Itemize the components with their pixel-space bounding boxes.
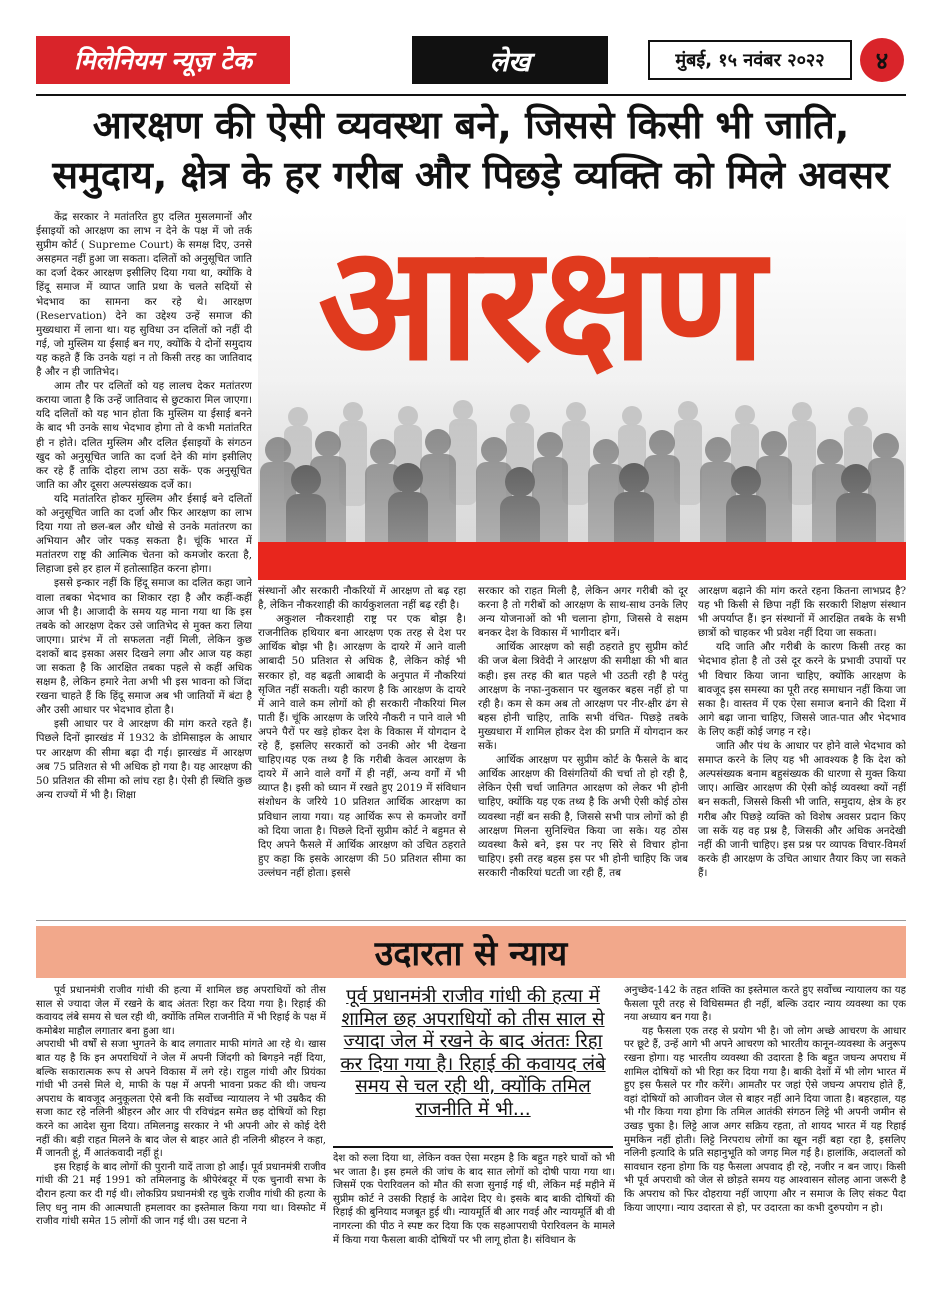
paragraph: यह फैसला एक तरह से प्रयोग भी है। जो लोग अच्छे आचरण के आधार पर छूटे हैं, उन्हें आगे भी अपने आचरण को भारतीय कानून-व्यवस्था के अनुरूप रखना होगा। यह भारतीय व्यवस्था की उदारता है कि बहुत जघन्य अपराध में शामिल दोषियों को भी रिहा कर दिया गया है। बाकी देशों में भी लोग भारत में हुए इस फैसले पर गौर करेंगे। आमतौर पर जहां ऐसे जघन्य अपराध होते हैं, वहां दोषियों को आजीवन जेल से बाहर नहीं आने दिया जाता है। बहरहाल, यह भी गौर किया गया होगा कि तमिल आतंकी संगठन लिट्टे भी अपनी जमीन से उखड़ चुका है। लिट्टे आज अगर सक्रिय रहता, तो शायद भारत में यह रिहाई मुमकिन नहीं होती। लिट्टे निरपराध लोगों का खून नहीं बहा रहा है, इसलिए नलिनी इत्यादि के प्रति सहानुभूति को जगह मिल गई है। हालांकि, अदालतों को सावधान रहना होगा कि यह फैसला अपवाद ही रहे, नजीर न बन जाए। किसी भी पूर्व अपराधी को जेल से छोड़ते समय यह आश्वासन सोलह आना जरूरी है कि अपराध को फिर दोहराया नहीं जाएगा और न समाज के लिए संकट पैदा किया जाएगा। न्याय उदारता से हो, पर उदारता का कभी दुरुपयोग न हो। bbox=[624, 1025, 906, 1214]
paragraph: आर्थिक आरक्षण को सही ठहराते हुए सुप्रीम कोर्ट की जज बेला त्रिवेदी ने आरक्षण की समीक्षा की भी बात कही। इस तरह की बात पहले भी उठती रही है परंतु आरक्षण के नफा-नुकसान पर खुलकर बहस नहीं हो पा रही है। कम से कम अब तो आरक्षण पर नीर-क्षीर ढंग से बहस होनी चाहिए, ताकि सभी वंचित- पिछड़े तबके मुख्यधारा में शामिल होकर देश की प्रगति में योगदान कर सकें। bbox=[478, 641, 688, 753]
paragraph: यदि जाति और गरीबी के कारण किसी तरह का भेदभाव होता है तो उसे दूर करने के प्रभावी उपायों पर भी विचार किया जाना चाहिए, क्योंकि आरक्षण के बावजूद इस समस्या का पूरी तरह समाधान नहीं किया जा सका है। वास्तव में एक ऐसा समाज बनाने की दिशा में आगे बढ़ा जाना चाहिए, जिससे जात-पात और भेदभाव के लिए कहीं कोई जगह न रहे। bbox=[698, 641, 906, 738]
image-red-strip bbox=[258, 542, 906, 580]
masthead bbox=[36, 36, 906, 88]
paragraph: संस्थानों और सरकारी नौकरियों में आरक्षण तो बढ़ रहा है, लेकिन नौकरशाही की कार्यकुशलता नहीं बढ़ रही है। bbox=[258, 585, 466, 612]
paragraph: आम तौर पर दलितों को यह लालच देकर मतांतरण कराया जाता है कि उन्हें जातिवाद से छुटकारा मिल जाएगा। यदि दलितों को यह भान होता कि मुस्लिम या ईसाई बनने के बाद भी उनके साथ भेदभाव होगा तो वे कभी मतांतरित ही न होते। दलित मुस्लिम और दलित ईसाइयों के संगठन खुद को अनुसूचित जाति का दर्जा देने की मांग इसीलिए कर रहे हैं ताकि दोहरा लाभ उठा सकें- एक अनुसूचित जाति का और दूसरा अल्पसंख्यक दर्जे का। bbox=[36, 380, 252, 491]
section-label: लेख bbox=[412, 36, 608, 84]
editorial-column-1 bbox=[36, 984, 326, 1256]
pull-quote bbox=[333, 986, 613, 1148]
pull-quote-text: पूर्व प्रधानमंत्री राजीव गांधी की हत्या में शामिल छह अपराधियों को तीस साल से ज्यादा जेल में रखने के बाद अंततः रिहा कर दिया गया है। रिहाई की कवायद लंबे समय से चल रही थी, क्योंकि तमिल राजनीति में भी... bbox=[340, 986, 606, 1120]
paragraph: यदि मतांतरित होकर मुस्लिम और ईसाई बने दलितों को अनुसूचित जाति का दर्जा और फिर आरक्षण का लाभ दिया गया तो छल-बल और धोखे से उनके मतांतरण का अभियान और जोर पकड़ सकता है। चूंकि भारत में मतांतरण राष्ट्र की आत्मिक चेतना को कमजोर करता है, लिहाजा इसे हर हाल में हतोत्साहित करना होगा। bbox=[36, 492, 252, 576]
paragraph: इस रिहाई के बाद लोगों की पुरानी यादें ताजा हो आईं। पूर्व प्रधानमंत्री राजीव गांधी की 21 मई 1991 को तमिलनाडु के श्रीपेरंबदूर में एक चुनावी सभा के दौरान हत्या कर दी गई थी। लोकप्रिय प्रधानमंत्री रह चुके राजीव गांधी की हत्या के लिए धनु नाम की आत्मघाती हमलावर का इस्तेमाल किया गया था। विस्फोट में राजीव गांधी समेत 15 लोगों की जान गई थी। उस घटना ने bbox=[36, 1161, 326, 1228]
reservation-crowd-image bbox=[258, 212, 906, 580]
header-divider bbox=[36, 94, 906, 96]
article-headline bbox=[36, 100, 906, 200]
article-column-2 bbox=[258, 584, 466, 914]
editorial-banner bbox=[36, 926, 906, 978]
paragraph: आरक्षण बढ़ाने की मांग करते रहना कितना लाभप्रद है? यह भी किसी से छिपा नहीं कि सरकारी शिक्षण संस्थान भी अपर्याप्त हैं। इन संस्थानों में आरक्षित तबके के सभी छात्रों को चाहकर भी प्रवेश नहीं दिया जा सकता। bbox=[698, 585, 906, 640]
section-divider bbox=[36, 920, 906, 921]
paragraph: इससे इन्कार नहीं कि हिंदू समाज का दलित कहा जाने वाला तबका भेदभाव का शिकार रहा है और कहीं-कहीं आज भी है। आजादी के समय यह माना गया था कि इस तबके को आरक्षण देकर उसे जातिभेद से मुक्त करा लिया जाएगा। प्रारंभ में तो सफलता नहीं मिली, लेकिन कुछ दशकों बाद इसका असर दिखने लगा और आज यह कहा जा सकता है कि आरक्षित तबका पहले से कहीं अधिक सक्षम है, लेकिन हमारे नेता अभी भी इस भावना को जिंदा रखना चाहते हैं कि हिंदू समाज अब भी जातियों में बंटा है और उसी आधार पर भेदभाव होता है। bbox=[36, 577, 252, 717]
paragraph: अनुच्छेद-142 के तहत शक्ति का इस्तेमाल करते हुए सर्वोच्च न्यायालय का यह फैसला पूरी तरह से विधिसम्मत ही नहीं, बल्कि उदार न्याय व्यवस्था का एक नया अध्याय बन गया है। bbox=[624, 985, 906, 1024]
paragraph: केंद्र सरकार ने मतांतरित हुए दलित मुसलमानों और ईसाइयों को आरक्षण का लाभ न देने के पक्ष में जो तर्क सुप्रीम कोर्ट ( Supreme Court) के समक्ष दिए, उनसे असहमत नहीं हुआ जा सकता। दलितों को अनुसूचित जाति का दर्जा देकर आरक्षण इसीलिए दिया गया था, क्योंकि वे हिंदू समाज में व्याप्त जाति प्रथा के चलते सदियों से भेदभाव का सामना कर रहे थे। आरक्षण (Reservation) देने का उद्देश्य उन्हें समाज की मुख्यधारा में लाना था। यह सुविधा उन दलितों को नहीं दी गई, जो मुस्लिम या ईसाई बन गए, क्योंकि ये दोनों समुदाय यह कहते हैं कि उनके यहां न तो किसी तरह का जातिवाद है और न ही जातिभेद। bbox=[36, 211, 252, 379]
article-column-4 bbox=[698, 584, 906, 914]
paragraph: अपराधी भी वर्षों से सजा भुगतने के बाद लगातार माफी मांगते आ रहे थे। खास बात यह है कि इन अपराधियों ने जेल में अपनी जिंदगी को बिगड़ने नहीं दिया, बल्कि सकारात्मक रूप से अपने विकास में लगे रहे। राहुल गांधी और प्रियंका गांधी भी उनसे मिले थे, माफी के पक्ष में अपनी भावना प्रकट की थी। जघन्य अपराध के बावजूद अनुकूलता ऐसे बनी कि सर्वोच्च न्यायालय ने भी उम्रकैद की सजा काट रहे नलिनी श्रीहरन और आर पी रविचंद्रन समेत छह दोषियों को रिहा करने का आदेश सुना दिया। तमिलनाडु सरकार ने भी अपनी ओर से कोई देरी नहीं की। बड़ी राहत मिलने के बाद जेल से बाहर आते ही नलिनी श्रीहरन ने कहा, मैं जानती हूं, मैं आतंकवादी नहीं हूं। bbox=[36, 1039, 326, 1160]
paragraph: देश को रुला दिया था, लेकिन वक्त ऐसा मरहम है कि बहुत गहरे घावों को भी भर जाता है। इस हमले की जांच के बाद सात लोगों को दोषी पाया गया था। जिसमें एक पेरारिवलन को मौत की सजा सुनाई गई थी, लेकिन मई महीने में सुप्रीम कोर्ट ने उसकी रिहाई के आदेश दिए थे। इसके बाद बाकी दोषियों की रिहाई की बुनियाद मजबूत हुई थी। न्यायमूर्ति बी आर गवई और न्यायमूर्ति बी वी नागरत्ना की पीठ ने स्पष्ट कर दिया कि एक सहआपराधी पेरारिवलन के मामले में किया गया फैसला बाकी दोषियों पर भी लागू होता है। संविधान के bbox=[333, 1153, 615, 1246]
headline-line-2: समुदाय, क्षेत्र के हर गरीब और पिछड़े व्यक्ति को मिले अवसर bbox=[52, 153, 890, 197]
article-column-1 bbox=[36, 210, 252, 910]
paragraph: अकुशल नौकरशाही राष्ट्र पर एक बोझ है। राजनीतिक हथियार बना आरक्षण एक तरह से देश पर आर्थिक बोझ भी है। आरक्षण के दायरे में आने वाली आबादी 50 प्रतिशत से अधिक है, लेकिन कोई भी सरकार हो, वह बढ़ती आबादी के अनुपात में नौकरियां सृजित नहीं सकती। यही कारण है कि आरक्षण के दायरे में आने वाले कम लोगों को ही सरकारी नौकरियां मिल पाती हैं। चूंकि आरक्षण के जरिये नौकरी न पाने वाले भी अपने पैरों पर खड़े होकर देश के विकास में योगदान दे रहे हैं, इसलिए सरकारों को उनकी ओर भी देखना चाहिए।यह एक तथ्य है कि गरीबी केवल आरक्षण के दायरे में आने वाले वर्गों में ही नहीं, अन्य वर्गों में भी व्याप्त है। इसी को ध्यान में रखते हुए 2019 में संविधान संशोधन के जरिये 10 प्रतिशत आर्थिक आरक्षण का प्रविधान लाया गया। यह आर्थिक रूप से कमजोर वर्गों को दिया जाता है। पिछले दिनों सुप्रीम कोर्ट ने बहुमत से दिए अपने फैसले में आर्थिक आरक्षण को उचित ठहराते हुए कहा कि इसके आरक्षण की 50 प्रतिशत सीमा का उल्लंघन नहीं होता। इससे bbox=[258, 613, 466, 879]
paragraph: जाति और पंथ के आधार पर होने वाले भेदभाव को समाप्त करने के लिए यह भी आवश्यक है कि देश को अल्पसंख्यक बनाम बहुसंख्यक की धारणा से मुक्त किया जाए। आखिर आरक्षण की ऐसी कोई व्यवस्था क्यों नहीं बन सकती, जिससे किसी भी जाति, समुदाय, क्षेत्र के हर गरीब और पिछड़े व्यक्ति को विशेष अवसर प्रदान किए जा सकें यह वह प्रश्न है, जिसकी और अधिक अनदेखी नहीं की जानी चाहिए। इस प्रश्न पर व्यापक विचार-विमर्श करके ही आरक्षण के उचित आधार तैयार किए जा सकते हैं। bbox=[698, 740, 906, 879]
brand-logo: मिलेनियम न्यूज़ टेक bbox=[36, 36, 290, 84]
date-line: मुंबई, १५ नवंबर २०२२ bbox=[648, 40, 852, 80]
editorial-column-3 bbox=[624, 984, 906, 1256]
headline-line-1: आरक्षण की ऐसी व्यवस्था बने, जिससे किसी भी जाति, bbox=[92, 103, 850, 147]
paragraph: सरकार को राहत मिली है, लेकिन अगर गरीबी को दूर करना है तो गरीबों को आरक्षण के साथ-साथ उनके लिए अन्य योजनाओं को भी चलाना होगा, जिससे वे सक्षम बनकर देश के विकास में भागीदार बनें। bbox=[478, 585, 688, 640]
editorial-title: उदारता से न्याय bbox=[374, 934, 568, 974]
editorial-column-2 bbox=[333, 1152, 615, 1256]
paragraph: पूर्व प्रधानमंत्री राजीव गांधी की हत्या में शामिल छह अपराधियों को तीस साल से ज्यादा जेल में रखने के बाद अंततः रिहा कर दिया गया है। रिहाई की कवायद लंबे समय से चल रही थी, क्योंकि तमिल राजनीति में भी रिहाई के पक्ष में कमोबेश माहौल लगातार बना हुआ था। bbox=[36, 985, 326, 1037]
paragraph: इसी आधार पर वे आरक्षण की मांग करते रहते हैं। पिछले दिनों झारखंड में 1932 के डोमिसाइल के आधार पर आरक्षण की सीमा बढ़ा दी गई। झारखंड में आरक्षण अब 75 प्रतिशत से भी अधिक हो गया है। यह आरक्षण की 50 प्रतिशत की सीमा को लांघ रहा है। ऐसी ही स्थिति कुछ अन्य राज्यों में भी है। शिक्षा bbox=[36, 718, 252, 801]
image-title-word: आरक्षण bbox=[318, 212, 764, 396]
paragraph: आर्थिक आरक्षण पर सुप्रीम कोर्ट के फैसले के बाद आर्थिक आरक्षण की विसंगतियों की चर्चा तो हो रही है, लेकिन ऐसी चर्चा जातिगत आरक्षण को लेकर भी होनी चाहिए, क्योंकि यह एक तथ्य है कि अभी ऐसी कोई ठोस व्यवस्था नहीं बन सकी है, जिससे सभी पात्र लोगों को ही आरक्षण मिलना सुनिश्चित किया जा सके। यह ठोस व्यवस्था कैसे बने, इस पर नए सिरे से विचार होना चाहिए। इसी तरह बहस इस पर भी होनी चाहिए कि जब सरकारी नौकरियां घटती जा रही हैं, तब bbox=[478, 754, 688, 879]
article-column-3 bbox=[478, 584, 688, 914]
page-number: ४ bbox=[860, 38, 904, 82]
